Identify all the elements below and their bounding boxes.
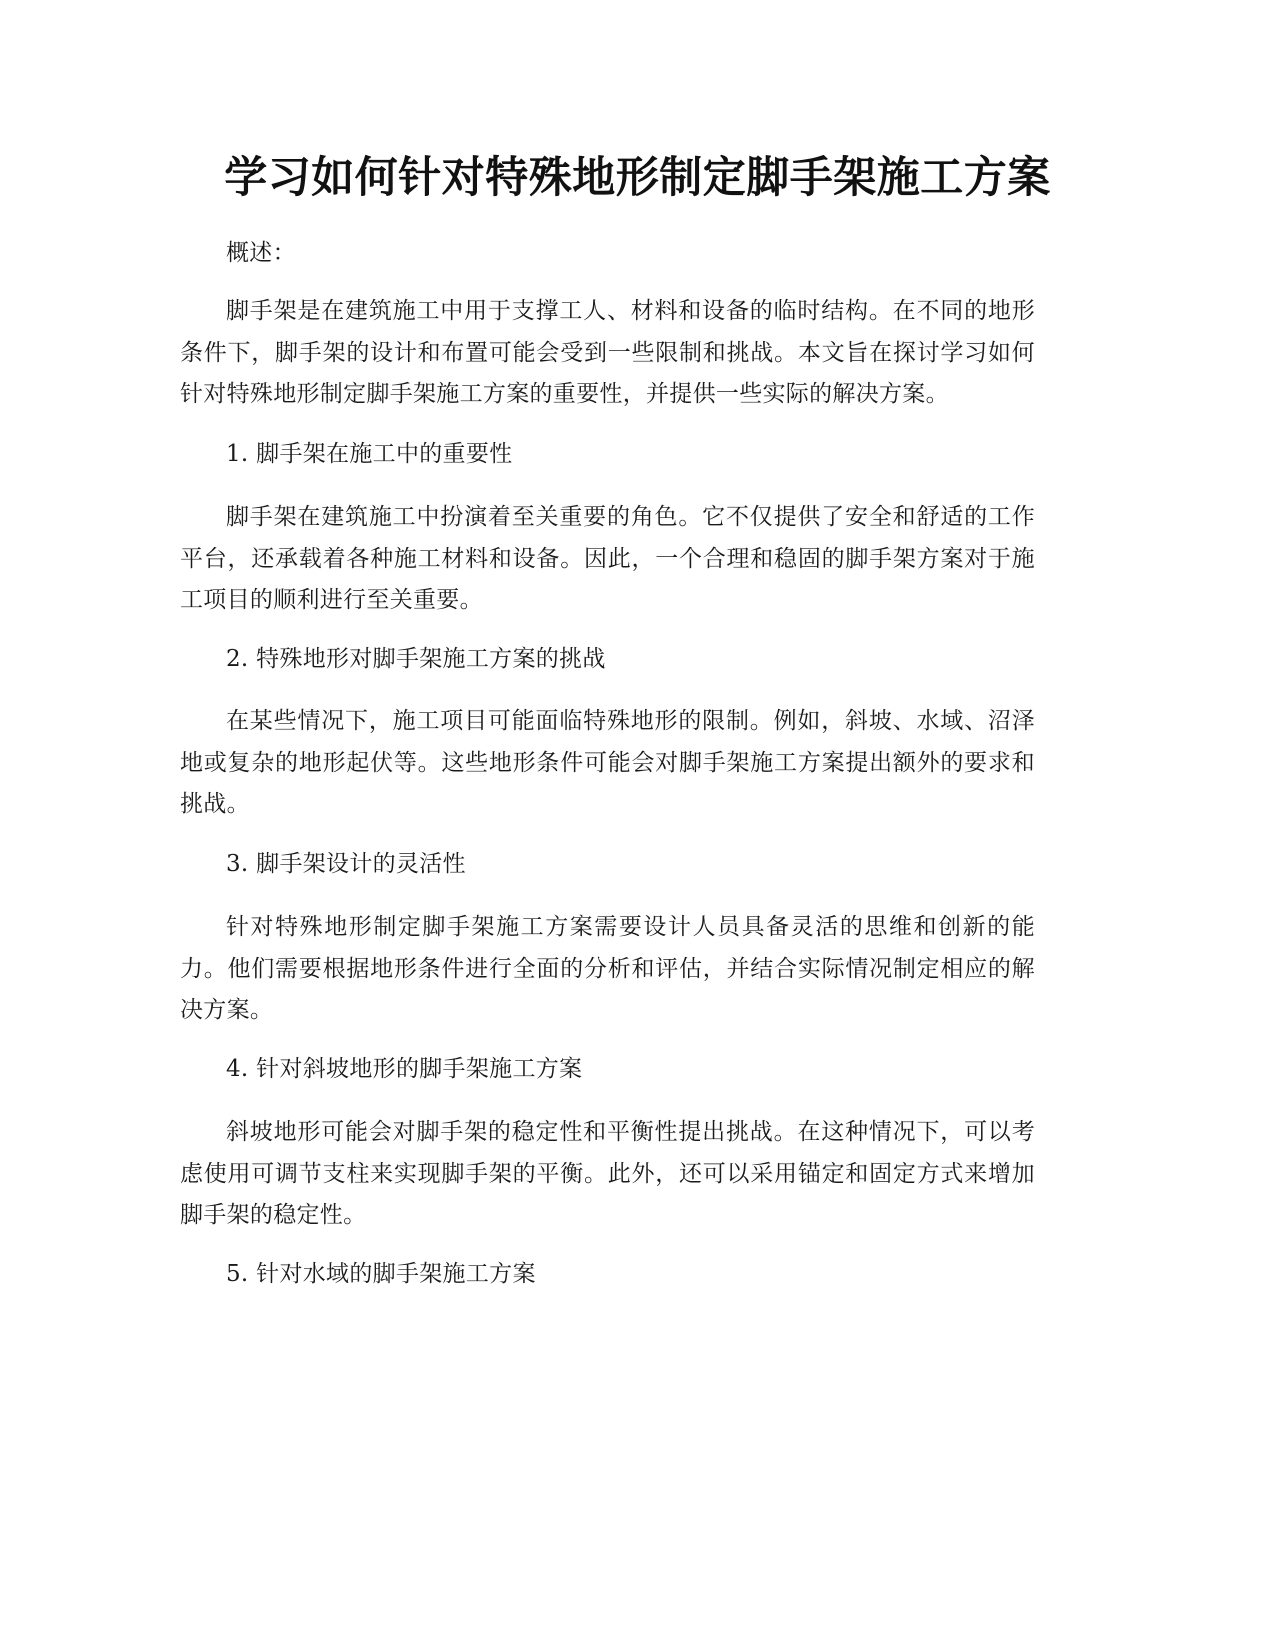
document-title: 学习如何针对特殊地形制定脚手架施工方案 bbox=[224, 153, 1051, 203]
intro-paragraph: 脚手架是在建筑施工中用于支撑工人、材料和设备的临时结构。在不同的地形条件下，脚手架的设计和布置可能会受到一些限制和挑战。本文旨在探讨学习如何针对特殊地形制定脚手架施工方案的重要性，并提供一些实际的解决方案。 bbox=[180, 298, 1035, 407]
section-body-3: 针对特殊地形制定脚手架施工方案需要设计人员具备灵活的思维和创新的能力。他们需要根据地形条件进行全面的分析和评估，并结合实际情况制定相应的解决方案。 bbox=[180, 914, 1035, 1023]
section-body-1: 脚手架在建筑施工中扮演着至关重要的角色。它不仅提供了安全和舒适的工作平台，还承载着各种施工材料和设备。因此，一个合理和稳固的脚手架方案对于施工项目的顺利进行至关重要。 bbox=[180, 504, 1035, 613]
section-heading-4: 4. 针对斜坡地形的脚手架施工方案 bbox=[226, 1056, 583, 1082]
section-heading-5: 5. 针对水域的脚手架施工方案 bbox=[226, 1261, 536, 1287]
section-body-4: 斜坡地形可能会对脚手架的稳定性和平衡性提出挑战。在这种情况下，可以考虑使用可调节支柱来实现脚手架的平衡。此外，还可以采用锚定和固定方式来增加脚手架的稳定性。 bbox=[180, 1119, 1035, 1228]
overview-label: 概述： bbox=[226, 240, 296, 266]
section-heading-2: 2. 特殊地形对脚手架施工方案的挑战 bbox=[226, 646, 606, 672]
section-heading-1: 1. 脚手架在施工中的重要性 bbox=[226, 441, 513, 467]
section-body-2: 在某些情况下，施工项目可能面临特殊地形的限制。例如，斜坡、水域、沼泽地或复杂的地形起伏等。这些地形条件可能会对脚手架施工方案提出额外的要求和挑战。 bbox=[180, 708, 1035, 817]
section-heading-3: 3. 脚手架设计的灵活性 bbox=[226, 851, 466, 877]
